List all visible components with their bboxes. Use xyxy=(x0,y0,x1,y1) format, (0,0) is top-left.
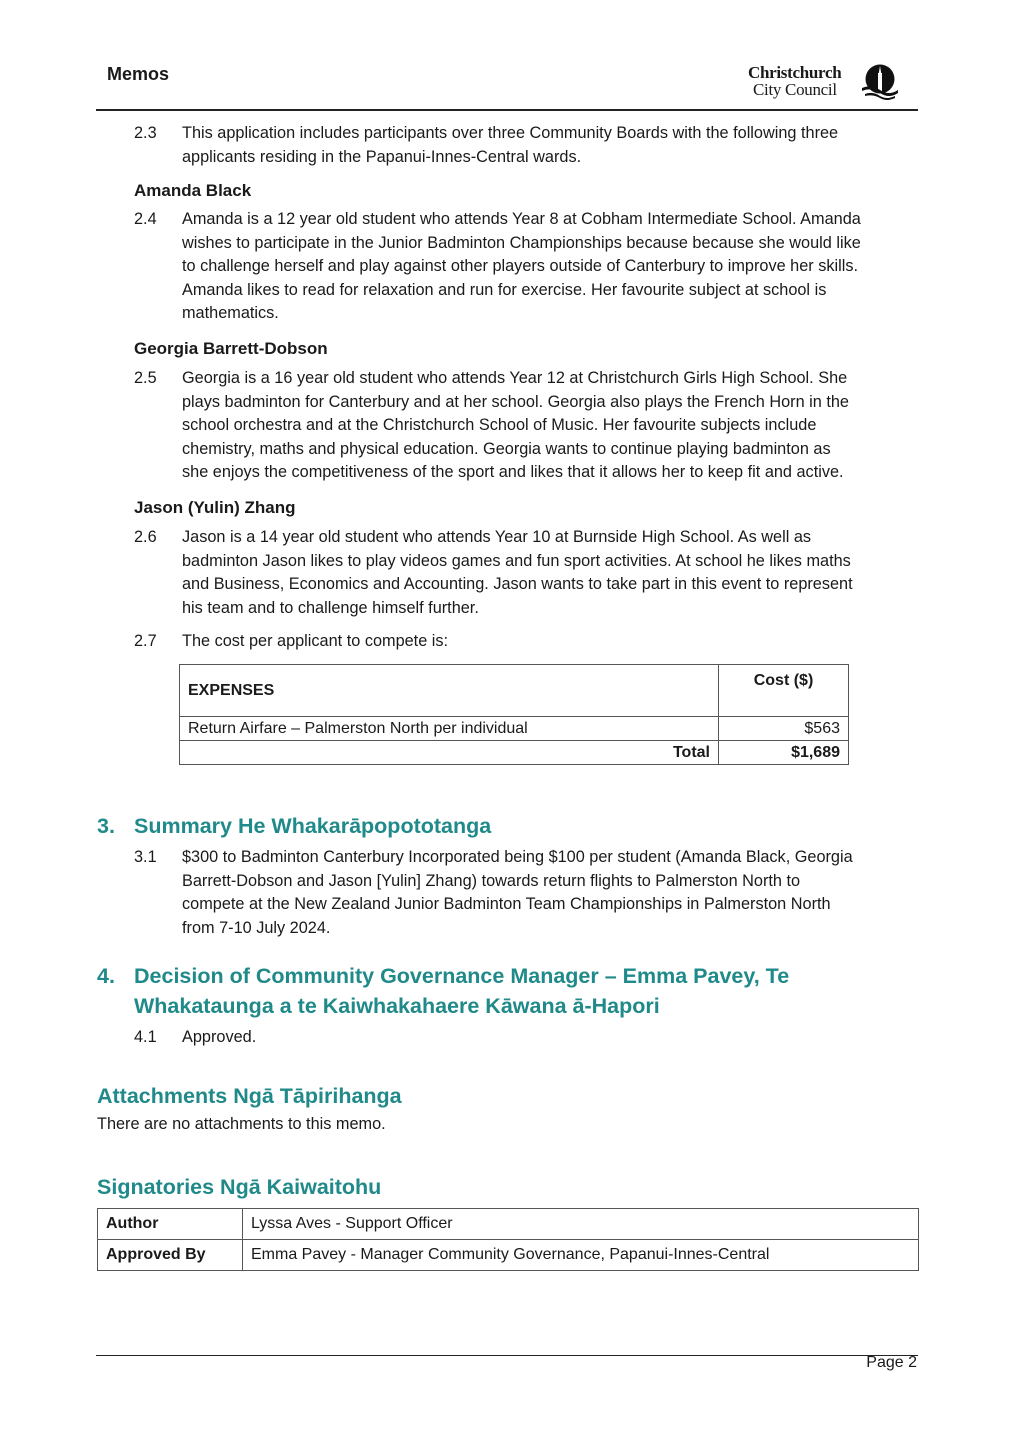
paragraph-line: Jason is a 14 year old student who attends Year 10 at Burnside High School. As well as xyxy=(182,528,812,546)
paragraph-line: The cost per applicant to compete is: xyxy=(182,632,449,650)
section-4-heading xyxy=(97,961,897,1021)
paragraph-line: his team and to challenge himself further. xyxy=(182,598,479,617)
paragraph-line: $300 to Badminton Canterbury Incorporated being $100 per student (Amanda Black, Georgia xyxy=(182,848,853,866)
paragraph-2-7 xyxy=(134,630,924,654)
header-divider xyxy=(96,109,918,111)
cost-header: Cost ($) xyxy=(719,665,849,717)
paragraph-line: Amanda is a 12 year old student who attends Year 8 at Cobham Intermediate School. Amanda xyxy=(182,210,861,228)
signatory-role: Approved By xyxy=(98,1240,243,1271)
expenses-table xyxy=(179,664,849,765)
section-number: 3. xyxy=(97,814,115,838)
attachments-text: There are no attachments to this memo. xyxy=(97,1115,386,1133)
paragraph-line: applicants residing in the Papanui-Innes-Central wards. xyxy=(182,147,582,166)
paragraph-2-6 xyxy=(134,526,924,622)
paragraph-line: Georgia is a 16 year old student who attends Year 12 at Christchurch Girls High School. She xyxy=(182,369,848,387)
logo-line-1: Christchurch xyxy=(748,63,842,82)
paragraph-line: mathematics. xyxy=(182,304,279,322)
attachments-heading: Attachments Ngā Tāpirihanga xyxy=(97,1084,402,1108)
table-row xyxy=(98,1209,919,1240)
paragraph-3-1 xyxy=(134,846,924,942)
paragraph-4-1 xyxy=(134,1026,924,1050)
section-number: 4. xyxy=(97,964,115,988)
paragraph-line: plays badminton for Canterbury and at her school. Georgia also plays the French Horn in the xyxy=(182,392,849,411)
signatory-role: Author xyxy=(98,1209,243,1240)
paragraph-number: 2.5 xyxy=(134,369,157,387)
table-header-row xyxy=(180,665,849,717)
signatories-table xyxy=(97,1208,919,1271)
table-row xyxy=(98,1240,919,1271)
paragraph-line: from 7-10 July 2024. xyxy=(182,918,331,937)
total-label: Total xyxy=(180,741,719,765)
paragraph-line: wishes to participate in the Junior Badminton Championships because because she would like xyxy=(182,233,861,252)
section-title-line: Whakataunga a te Kaiwhakahaere Kāwana ā-Hapori xyxy=(134,994,660,1018)
section-title-line: Decision of Community Governance Manager – Emma Pavey, Te xyxy=(134,964,790,988)
expense-cost: $563 xyxy=(719,717,849,741)
council-logo xyxy=(748,63,900,103)
paragraph-number: 2.3 xyxy=(134,124,157,142)
paragraph-number: 2.7 xyxy=(134,632,157,650)
signatory-name: Lyssa Aves - Support Officer xyxy=(243,1209,919,1240)
paragraph-2-3 xyxy=(134,122,924,170)
table-row xyxy=(180,717,849,741)
paragraph-line: compete at the New Zealand Junior Badminton Team Championships in Palmerston North xyxy=(182,895,831,913)
paragraph-line: to challenge herself and play against other players outside of Canterbury to improve her skills. xyxy=(182,257,859,275)
expenses-header: EXPENSES xyxy=(180,665,719,717)
page-number: Page 2 xyxy=(866,1354,917,1371)
heading-jason-zhang: Jason (Yulin) Zhang xyxy=(134,498,296,517)
paragraph-line: chemistry, maths and physical education. Georgia wants to continue playing badminton as xyxy=(182,439,831,458)
paragraph-line: Amanda likes to read for relaxation and run for exercise. Her favourite subject at school is xyxy=(182,280,827,299)
paragraph-number: 2.6 xyxy=(134,528,157,546)
paragraph-number: 4.1 xyxy=(134,1028,157,1046)
paragraph-2-4 xyxy=(134,208,924,328)
table-total-row xyxy=(180,741,849,765)
paragraph-line: Approved. xyxy=(182,1028,257,1046)
paragraph-number: 2.4 xyxy=(134,210,157,228)
paragraph-number: 3.1 xyxy=(134,848,157,866)
total-cost: $1,689 xyxy=(719,741,849,765)
section-title: Summary He Whakarāpopototanga xyxy=(134,814,492,838)
paragraph-line: and Business, Economics and Accounting. Jason wants to take part in this event to represent xyxy=(182,575,853,593)
expense-label: Return Airfare – Palmerston North per individual xyxy=(180,717,719,741)
paragraph-line: badminton Jason likes to play videos games and fun sport activities. At school he likes maths xyxy=(182,551,851,570)
paragraph-line: This application includes participants over three Community Boards with the following three xyxy=(182,124,839,142)
heading-amanda-black: Amanda Black xyxy=(134,181,252,200)
cathedral-logo-icon xyxy=(861,64,899,100)
paragraph-line: school orchestra and at the Christchurch School of Music. Her favourite subjects include xyxy=(182,416,817,434)
paragraph-line: she enjoys the competitiveness of the sport and likes that it allows her to keep fit and active. xyxy=(182,463,844,481)
paragraph-2-5 xyxy=(134,367,924,487)
signatory-name: Emma Pavey - Manager Community Governance, Papanui-Innes-Central xyxy=(243,1240,919,1271)
signatories-heading: Signatories Ngā Kaiwaitohu xyxy=(97,1175,382,1199)
logo-line-2: City Council xyxy=(753,80,837,99)
footer-divider xyxy=(96,1355,918,1356)
heading-georgia-barrett-dobson: Georgia Barrett-Dobson xyxy=(134,339,328,358)
header-title: Memos xyxy=(107,64,170,84)
paragraph-line: Barrett-Dobson and Jason [Yulin] Zhang) towards return flights to Palmerston North to xyxy=(182,871,801,890)
